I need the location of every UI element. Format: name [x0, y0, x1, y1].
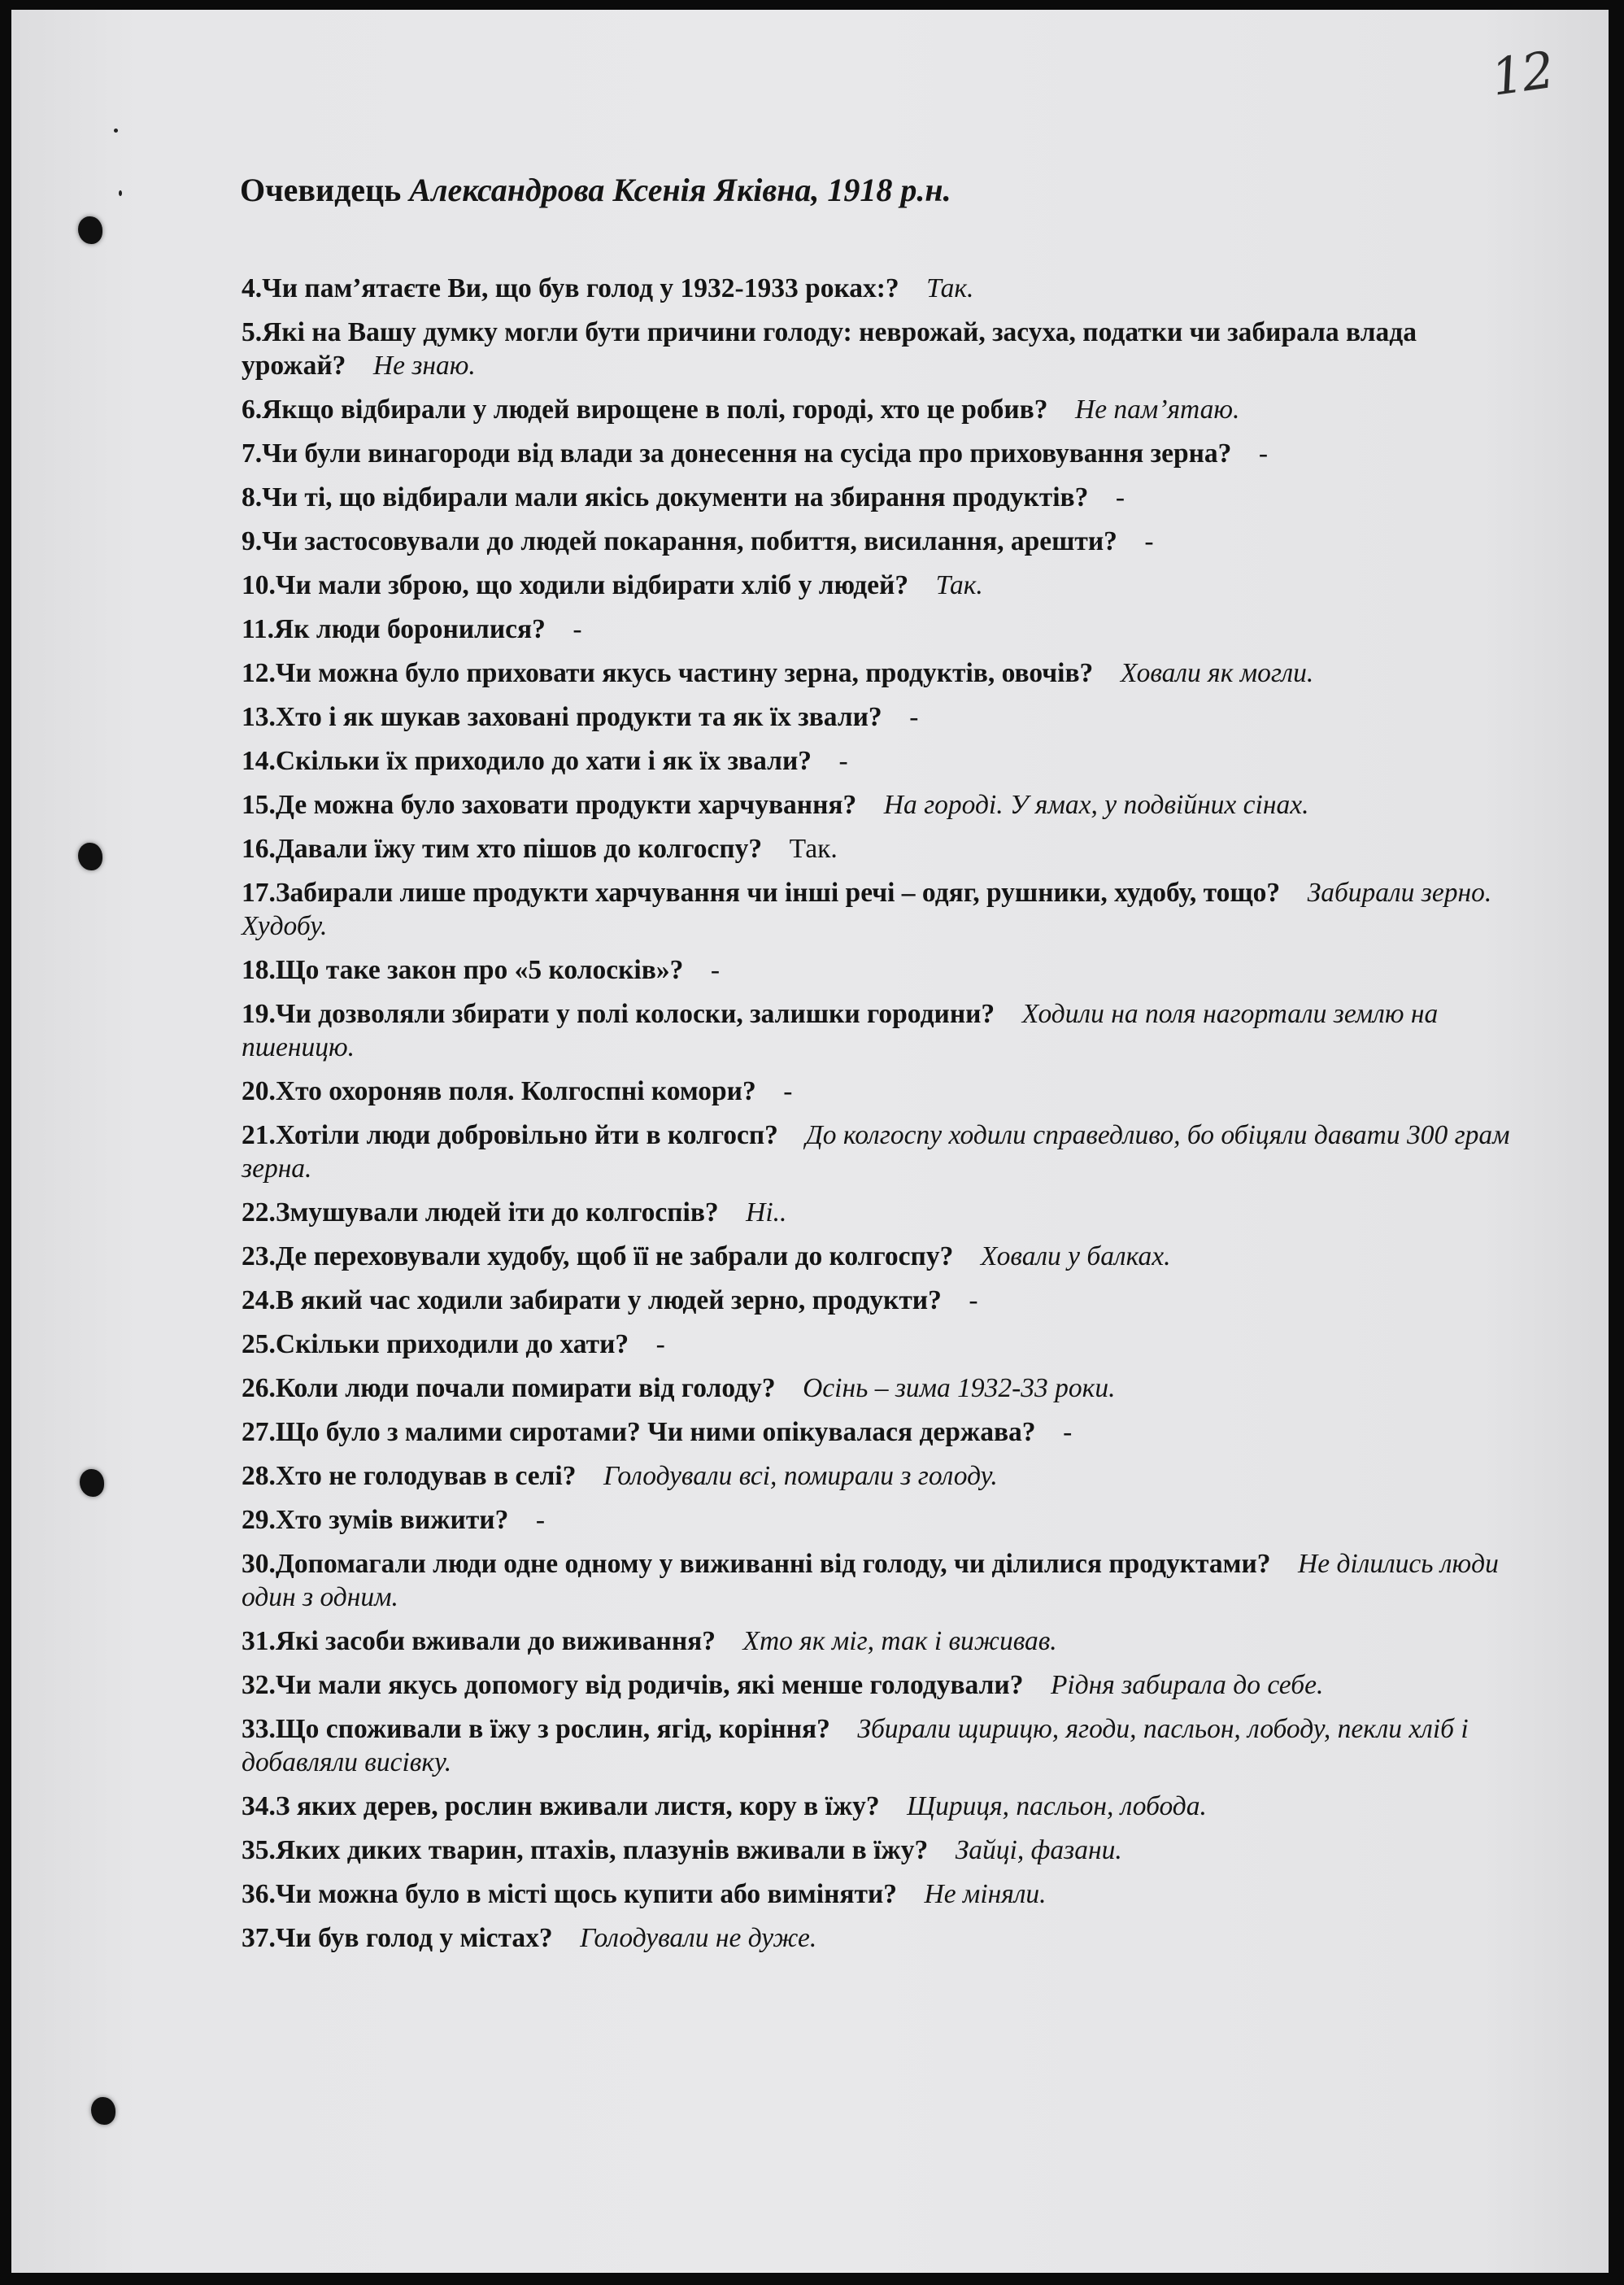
question-text: 36.Чи можна було в місті щось купити або виміняти? [242, 1879, 897, 1909]
punch-hole-2 [78, 843, 102, 870]
answer-text: - [783, 1076, 793, 1106]
question-item [242, 1371, 1510, 1405]
question-item [242, 1284, 1510, 1317]
answer-text: - [710, 955, 720, 985]
speck [114, 129, 118, 133]
question-item [242, 1921, 1510, 1955]
question-text: 29.Хто зумів вижити? [242, 1505, 509, 1535]
question-text: 13.Хто і як шукав заховані продукти та як їх звали? [242, 702, 882, 732]
answer-text: Не пам’ятаю. [1075, 395, 1240, 425]
question-item [242, 1668, 1510, 1702]
answer-text: Так. [789, 834, 838, 864]
question-item [242, 832, 1510, 866]
question-item [242, 997, 1510, 1064]
answer-text: Збирали щирицю, ягоди, пасльон, лободу, пекли хліб і добавляли висівку. [242, 1714, 1469, 1777]
question-item [242, 656, 1510, 690]
question-answer-list [242, 272, 1510, 1965]
question-text: 11.Як люди боронилися? [242, 614, 546, 644]
question-text: 5.Які на Вашу думку могли бути причини голоду: неврожай, засуха, податки чи забирала влада урожай? [242, 317, 1417, 381]
question-item [242, 525, 1510, 558]
answer-text: Ні.. [746, 1197, 787, 1228]
question-item [242, 569, 1510, 602]
answer-text: - [909, 702, 919, 732]
question-item [242, 1119, 1510, 1185]
question-text: 32.Чи мали якусь допомогу від родичів, які менше голодували? [242, 1670, 1024, 1700]
question-text: 18.Що таке закон про «5 колосків»? [242, 955, 684, 985]
answer-text: Рідня забирала до себе. [1050, 1670, 1324, 1700]
question-text: 7.Чи були винагороди від влади за донесення на сусіда про приховування зерна? [242, 438, 1232, 469]
question-text: 8.Чи ті, що відбирали мали якісь документи на збирання продуктів? [242, 482, 1089, 512]
answer-text: - [969, 1285, 978, 1315]
question-text: 6.Якщо відбирали у людей вирощене в полі, городі, хто це робив? [242, 395, 1048, 425]
question-text: 27.Що було з малими сиротами? Чи ними опікувалася держава? [242, 1417, 1036, 1447]
question-text: 15.Де можна було заховати продукти харчування? [242, 790, 857, 820]
answer-text: Не міняли. [924, 1879, 1047, 1909]
answer-text: Ховали як могли. [1120, 658, 1314, 688]
question-item [242, 393, 1510, 426]
witness-label: Очевидець [240, 172, 402, 208]
question-item [242, 1790, 1510, 1823]
question-text: 23.Де переховували худобу, щоб її не забрали до колгоспу? [242, 1241, 954, 1271]
document-page [11, 10, 1609, 2273]
answer-text: - [1115, 482, 1125, 512]
witness-name: Александрова Ксенія Яківна, 1918 р.н. [409, 172, 951, 208]
question-item [242, 481, 1510, 514]
question-text: 37.Чи був голод у містах? [242, 1923, 553, 1953]
question-item [242, 613, 1510, 646]
question-item [242, 700, 1510, 734]
answer-text: Так. [926, 273, 974, 303]
answer-text: До колгоспу ходили справедливо, бо обіцяли давати 300 грам зерна. [242, 1120, 1510, 1184]
answer-text: - [838, 746, 848, 776]
answer-text: - [655, 1329, 665, 1359]
question-item [242, 788, 1510, 822]
question-item [242, 1547, 1510, 1614]
question-text: 14.Скільки їх приходило до хати і як їх звали? [242, 746, 812, 776]
question-item [242, 1834, 1510, 1867]
answer-text: Голодували всі, помирали з голоду. [603, 1461, 998, 1491]
question-text: 34.З яких дерев, рослин вживали листя, кору в їжу? [242, 1791, 880, 1821]
question-item [242, 437, 1510, 470]
answer-text: - [573, 614, 582, 644]
answer-text: Зайці, фазани. [955, 1835, 1122, 1865]
question-item [242, 1877, 1510, 1911]
punch-hole-1 [78, 216, 102, 244]
answer-text: Осінь – зима 1932-33 роки. [803, 1373, 1116, 1403]
question-item [242, 272, 1510, 305]
question-item [242, 1415, 1510, 1449]
question-text: 25.Скільки приходили до хати? [242, 1329, 629, 1359]
question-item [242, 876, 1510, 943]
question-text: 31.Які засоби вживали до виживання? [242, 1626, 716, 1656]
question-text: 22.Змушували людей іти до колгоспів? [242, 1197, 719, 1228]
answer-text: Голодували не дуже. [580, 1923, 817, 1953]
question-item [242, 1503, 1510, 1537]
question-item [242, 1196, 1510, 1229]
question-text: 21.Хотіли люди добровільно йти в колгосп? [242, 1120, 778, 1150]
question-text: 28.Хто не голодував в селі? [242, 1461, 577, 1491]
question-text: 19.Чи дозволяли збирати у полі колоски, залишки городини? [242, 999, 995, 1029]
question-text: 35.Яких диких тварин, птахів, плазунів вживали в їжу? [242, 1835, 929, 1865]
question-item [242, 1240, 1510, 1273]
page-number: 12 [1487, 40, 1557, 107]
answer-text: Щириця, пасльон, лобода. [907, 1791, 1207, 1821]
answer-text: На городі. У ямах, у подвійних сінах. [883, 790, 1309, 820]
answer-text: - [1063, 1417, 1073, 1447]
answer-text: Не знаю. [372, 351, 476, 381]
answer-text: - [1258, 438, 1269, 469]
answer-text: Не ділились люди один з одним. [242, 1549, 1499, 1612]
answer-text: - [1144, 526, 1154, 556]
question-text: 16.Давали їжу тим хто пішов до колгоспу? [242, 834, 763, 864]
answer-text: Так. [935, 570, 983, 600]
question-item [242, 1328, 1510, 1361]
question-text: 33.Що споживали в їжу з рослин, ягід, коріння? [242, 1714, 830, 1744]
answer-text: - [535, 1505, 546, 1535]
answer-text: Хто як міг, так і виживав. [742, 1626, 1057, 1656]
question-item [242, 1624, 1510, 1658]
question-item [242, 316, 1510, 382]
question-text: 12.Чи можна було приховати якусь частину зерна, продуктів, овочів? [242, 658, 1094, 688]
punch-hole-4 [91, 2097, 115, 2125]
question-text: 10.Чи мали зброю, що ходили відбирати хліб у людей? [242, 570, 909, 600]
witness-header [240, 171, 951, 209]
answer-text: Ходили на поля нагортали землю на пшеницю. [242, 999, 1439, 1062]
speck [119, 190, 122, 196]
question-item [242, 744, 1510, 778]
question-text: 20.Хто охороняв поля. Колгоспні комори? [242, 1076, 756, 1106]
question-text: 24.В який час ходили забирати у людей зерно, продукти? [242, 1285, 942, 1315]
question-text: 17.Забирали лише продукти харчування чи інші речі – одяг, рушники, худобу, тощо? [242, 878, 1281, 908]
answer-text: Ховали у балках. [980, 1241, 1171, 1271]
answer-text: Забирали зерно. Худобу. [242, 878, 1492, 941]
question-item [242, 1712, 1510, 1779]
question-item [242, 1459, 1510, 1493]
question-text: 26.Коли люди почали помирати від голоду? [242, 1373, 776, 1403]
question-item [242, 953, 1510, 987]
question-text: 30.Допомагали люди одне одному у виживанні від голоду, чи ділилися продуктами? [242, 1549, 1271, 1579]
punch-hole-3 [80, 1469, 104, 1497]
question-text: 4.Чи пам’ятаєте Ви, що був голод у 1932-1933 роках:? [242, 273, 899, 303]
question-item [242, 1075, 1510, 1108]
question-text: 9.Чи застосовували до людей покарання, побиття, висилання, арешти? [242, 526, 1117, 556]
